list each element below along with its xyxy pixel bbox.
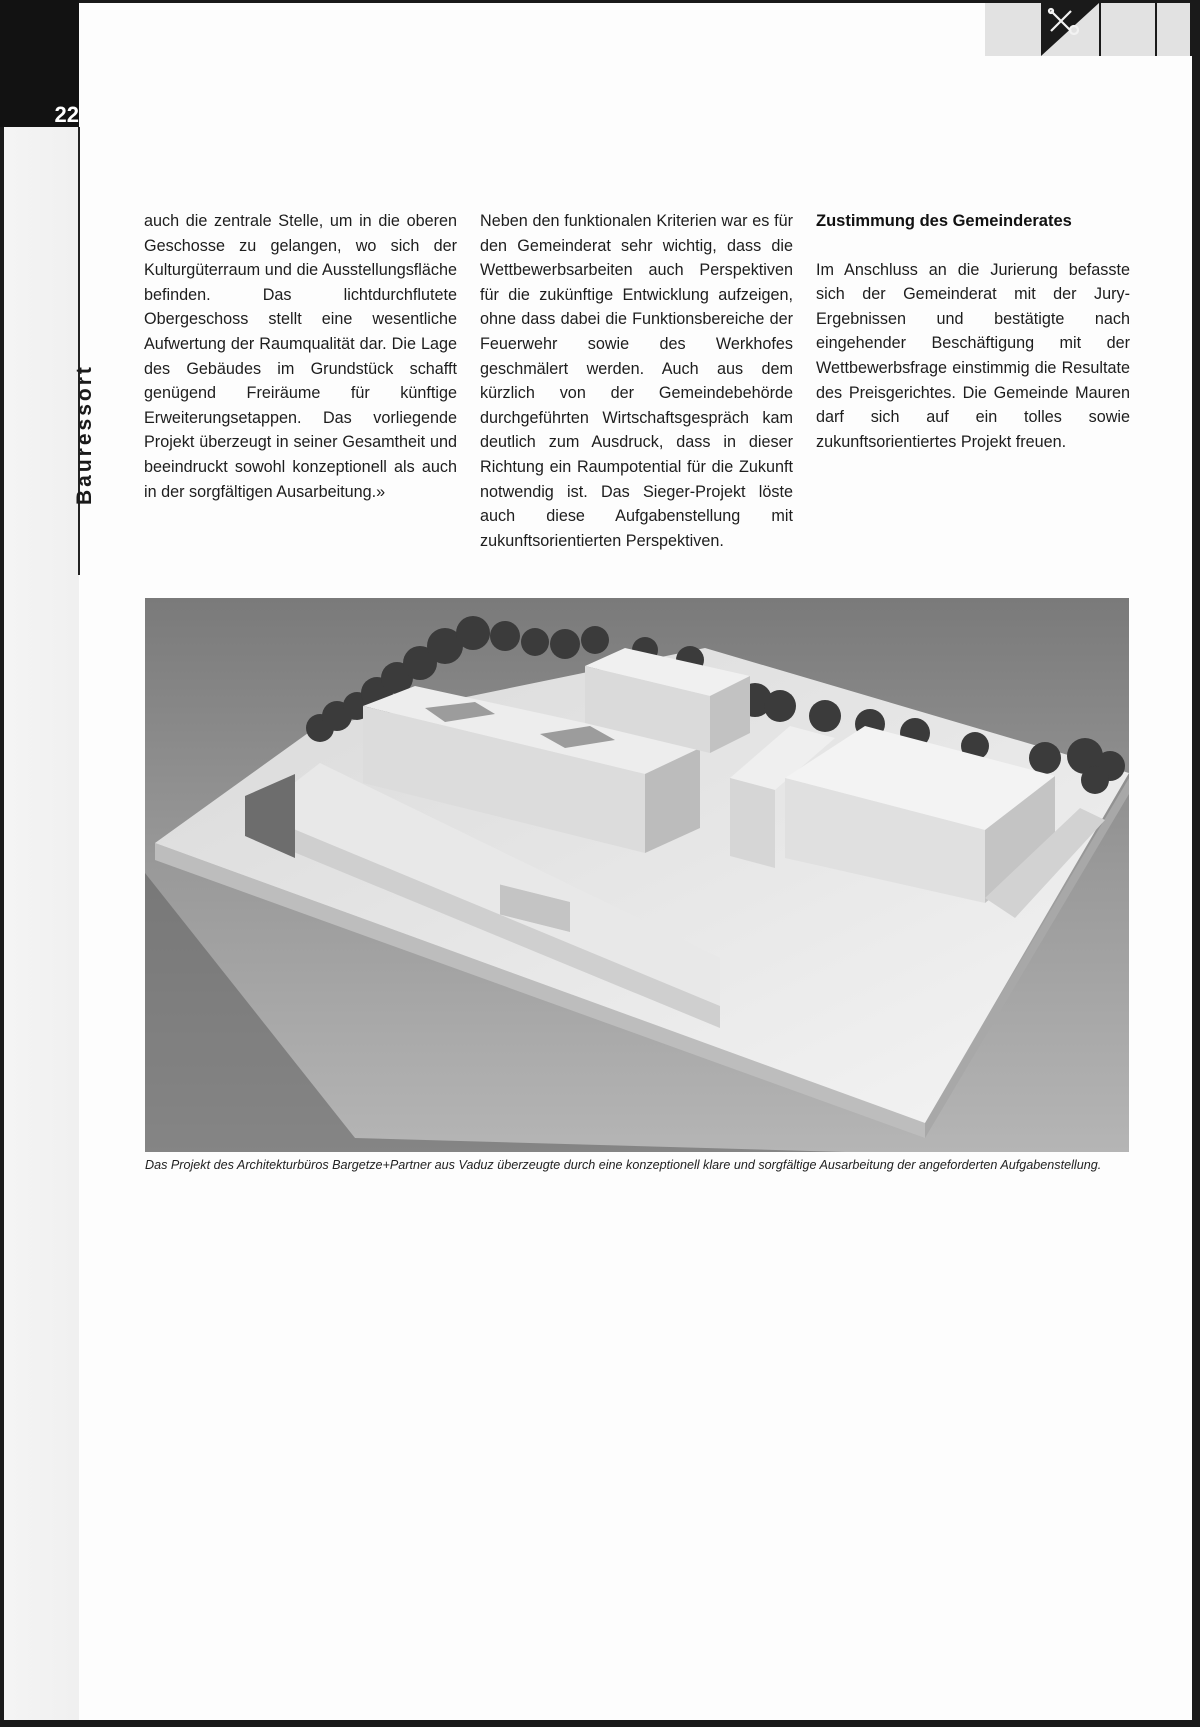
photo-caption: Das Projekt des Architekturbüros Bargetze+Partner aus Vaduz überzeugte durch eine konzeptionell klare und sorgfältige Ausarbeitung der angeforderten Aufgabenstellung. <box>145 1158 1102 1172</box>
corner-bar <box>1099 3 1101 56</box>
scan-edge-bottom <box>0 1720 1200 1727</box>
text-column-1: auch die zentrale Stelle, um in die oberen Geschosse zu gelangen, wo sich der Kulturgüterraum und die Ausstellungsfläche befinden. Das lichtdurchflutete Obergeschoss stellt eine wesentliche Aufwertung der Raumqualität dar. Die Lage des Gebäudes im Grundstück schafft genügend Freiräume für künftige Erweiterungsetappen. Das vorliegende Projekt überzeugt in seiner Gesamtheit und beeindruckt sowohl konzeptionell als auch in der sorgfältigen Ausarbeitung.» <box>144 212 457 501</box>
section-heading: Zustimmung des Gemeinderates <box>816 212 1072 230</box>
left-margin-strip <box>0 0 79 1727</box>
corner-mark <box>985 3 1192 56</box>
model-photo-illustration <box>145 598 1129 1152</box>
corner-bar <box>1155 3 1157 56</box>
left-margin-rule <box>78 127 80 575</box>
scan-edge-right <box>1192 0 1200 1727</box>
text-column-2: Neben den funktionalen Kriterien war es für den Gemeinderat sehr wichtig, dass die Wettbewerbsarbeiten auch Perspektiven für die zukünftige Entwicklung aufzeigen, ohne dass dabei die Funktionsbereiche der Feuerwehr sowie des Werkhofes geschmälert werden. Auch aus dem kürzlich von der Gemeindebehörde durchgeführten Wirtschaftsgespräch kam deutlich zum Ausdruck, dass in dieser Richtung ein Raumpotential für die Zukunft notwendig ist. Das Sieger-Projekt löste auch diese Aufgabenstellung mit zukunftsorientierten Perspektiven. <box>480 212 793 550</box>
architecture-model-photo <box>145 598 1129 1152</box>
section-body: Im Anschluss an die Jurierung befasste sich der Gemeinderat mit der Jury-Ergebnissen und bestätigte nach eingehender Beschäftigung mit der Wettbewerbsfrage einstimmig die Resultate des Preisgerichtes. Die Gemeinde Mauren darf sich auf ein tolles sowie zukunftsorientiertes Projekt freuen. <box>816 260 1130 451</box>
text-column-3 <box>816 209 1130 454</box>
page-number: 22 <box>54 102 79 127</box>
section-label: Bauressort <box>73 364 96 505</box>
municipal-emblem-icon <box>1041 3 1099 56</box>
